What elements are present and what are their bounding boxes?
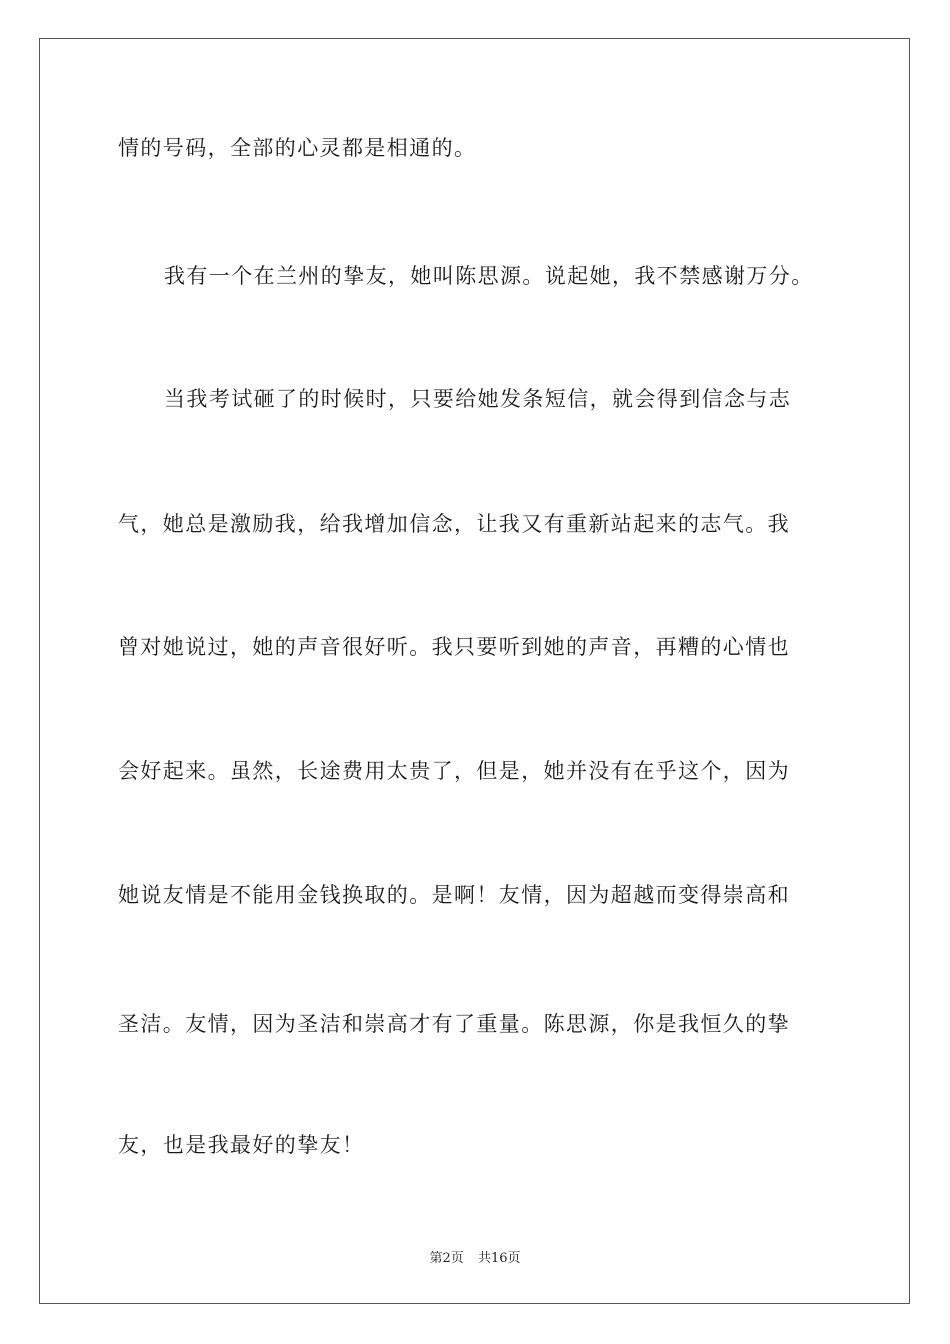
text-line-7: 她说友情是不能用金钱换取的。是啊！友情，因为超越而变得崇高和 bbox=[118, 883, 790, 907]
page-total: 共16页 bbox=[477, 1251, 521, 1266]
text-line-3: 当我考试砸了的时候时，只要给她发条短信，就会得到信念与志 bbox=[164, 387, 792, 411]
text-line-1: 情的号码，全部的心灵都是相通的。 bbox=[118, 136, 477, 160]
text-line-9: 友，也是我最好的挚友！ bbox=[118, 1133, 365, 1157]
page-number: 第2页 bbox=[429, 1251, 464, 1266]
page-footer bbox=[0, 1247, 950, 1266]
text-line-8: 圣洁。友情，因为圣洁和崇高才有了重量。陈思源，你是我恒久的挚 bbox=[118, 1012, 790, 1036]
page-frame bbox=[39, 38, 910, 1304]
text-line-2: 我有一个在兰州的挚友，她叫陈思源。说起她，我不禁感谢万分。 bbox=[164, 264, 814, 288]
text-line-6: 会好起来。虽然，长途费用太贵了，但是，她并没有在乎这个，因为 bbox=[118, 759, 790, 783]
text-line-5: 曾对她说过，她的声音很好听。我只要听到她的声音，再糟的心情也 bbox=[118, 635, 790, 659]
text-line-4: 气，她总是激励我，给我增加信念，让我又有重新站起来的志气。我 bbox=[118, 512, 790, 536]
